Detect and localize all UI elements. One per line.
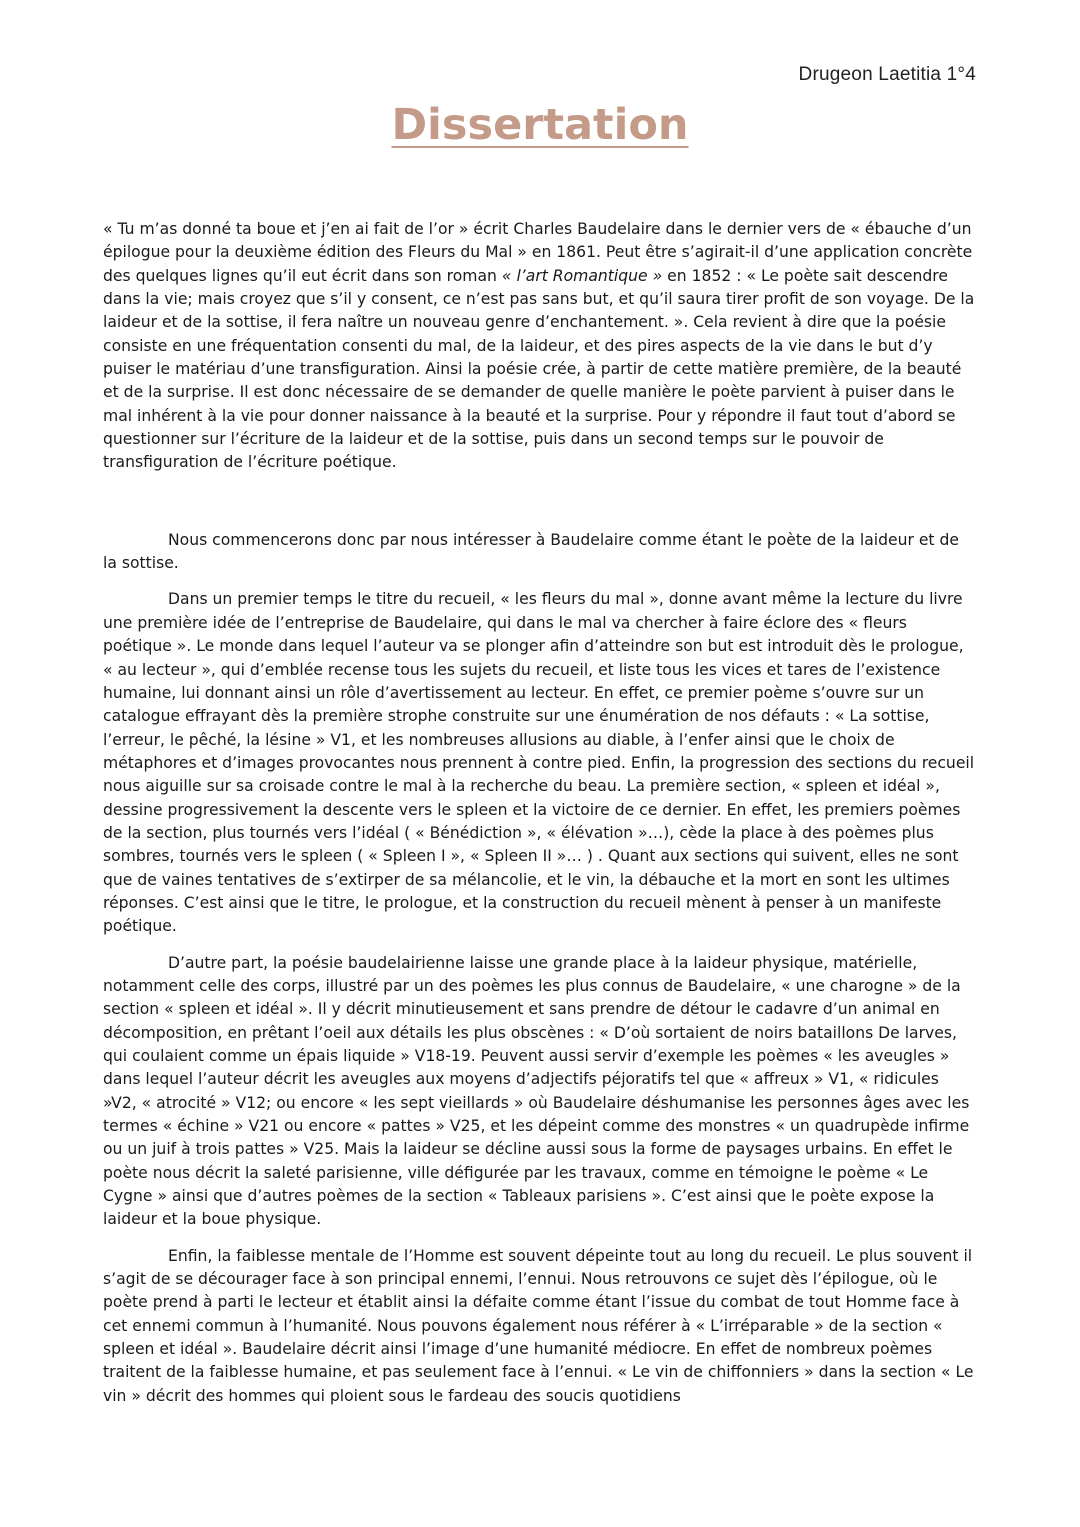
intro-text-start: « Tu m’as donné ta boue et j’en ai fait de l’or » écrit Charles Baudelaire dans le dernier vers de « ébauche d’un épilogue pour la deuxième édition des Fleurs du Mal » en 1861. Peut être s’agirait-il d’une application concrète des quelques lignes qu’il eut écrit dans son roman [103, 220, 973, 285]
essay-body [103, 218, 975, 1408]
paragraph-physical-ugliness: D’autre part, la poésie baudelairienne laisse une grande place à la laideur physique, matérielle, notamment celle des corps, illustré par un des poèmes les plus connus de Baudelaire, « une charogne » de la section « spleen et idéal ». Il y décrit minutieusement et sans prendre de détour le cadavre d’un animal en décomposition, en prêtant l’oeil aux détails les plus obscènes : « D’où sortaient de noirs bataillons De larves, qui coulaient comme un épais liquide » V18-19. Peuvent aussi servir d’exemple les poèmes « les aveugles » dans lequel l’auteur décrit les aveugles aux moyens d’adjectifs péjoratifs tel que « affreux » V1, « ridicules »V2, « atrocité » V12; ou encore « les sept vieillards » où Baudelaire déshumanise les personnes âges avec les termes « échine » V21 ou encore « pattes » V25, et les dépeint comme des monstres « un quadrupède infirme ou un juif à trois pattes » V25. Mais la laideur se décline aussi sous la forme de paysages urbains. En effet le poète nous décrit la saleté parisienne, ville défigurée par les travaux, comme en témoigne le poème « Le Cygne » ainsi que d’autres poèmes de la section « Tableaux parisiens ». C’est ainsi que le poète expose la laideur et la boue physique. [103, 953, 970, 1229]
intro-text-end: en 1852 : « Le poète sait descendre dans la vie; mais croyez que s’il y consent, ce n’est pas sans but, et qu’il saura tirer profit de son voyage. De la laideur et de la sottise, il fera naître un nouveau genre d’enchantement. ». Cela revient à dire que la poésie consiste en une fréquentation consenti du mal, de la laideur, et des pires aspects de la vie dans le but d’y puiser le matériau d’une transfiguration. Ainsi la poésie crée, à partir de cette matière première, de la beauté et de la surprise. Il est donc nécessaire de se demander de quelle manière le poète parvient à puiser dans le mal inhérent à la vie pour donner naissance à la beauté et la surprise. Pour y répondre il faut tout d’abord se questionner sur l’écriture de la laideur et de la sottise, puis dans un second temps sur le pouvoir de transfiguration de l’écriture poétique. [103, 266, 975, 472]
cited-work-title: « l’art Romantique » [501, 266, 663, 285]
paragraph-title-and-structure: Dans un premier temps le titre du recueil, « les fleurs du mal », donne avant même la lecture du livre une première idée de l’entreprise de Baudelaire, qui dans le mal va chercher à faire éclore des « fleurs poétique ». Le monde dans lequel l’auteur va se plonger afin d’atteindre son but est introduit dès le prologue, « au lecteur », qui d’emblée recense tous les sujets du recueil, et liste tous les vices et tares de l’existence humaine, lui donnant ainsi un rôle d’avertissement au lecteur. En effet, ce premier poème s’ouvre sur un catalogue effrayant dès la première strophe construite sur une énumération de nos défauts : « La sottise, l’erreur, le pêché, la lésine » V1, et les nombreuses allusions au diable, à l’enfer ainsi que le choix de métaphores et d’images provocantes nous prennent à contre pied. Enfin, la progression des sections du recueil nous aiguille sur sa croisade contre le mal à la recherche du beau. La première section, « spleen et idéal », dessine progressivement la descente vers le spleen et la victoire de ce dernier. En effet, les premiers poèmes de la section, plus tournés vers l’idéal ( « Bénédiction », « élévation »…), cède la place à des poèmes plus sombres, tournés vers le spleen ( « Spleen I », « Spleen II »… ) . Quant aux sections qui suivent, elles ne sont que de vaines tentatives de s’extirper de sa mélancolie, et le vin, la débauche et la mort en sont les ultimes réponses. C’est ainsi que le titre, le prologue, et la construction du recueil mènent à penser à un manifeste poétique. [103, 590, 975, 936]
author-name: Drugeon Laetitia 1°4 [798, 64, 976, 85]
page-title: Dissertation [391, 100, 689, 150]
paragraph-introduction [103, 218, 975, 475]
paragraph-part-one-announce: Nous commencerons donc par nous intéresser à Baudelaire comme étant le poète de la laideur et de la sottise. [103, 530, 959, 573]
paragraph-mental-weakness: Enfin, la faiblesse mentale de l’Homme est souvent dépeinte tout au long du recueil. Le plus souvent il s’agit de se décourager face à son principal ennemi, l’ennui. Nous retrouvons ce sujet dès l’épilogue, où le poète prend à parti le lecteur et établit ainsi la défaite comme étant l’issue du combat de tout Homme face à cet ennemi commun à l’humanité. Nous pouvons également nous référer à « L’irréparable » de la section « spleen et idéal ». Baudelaire décrit ainsi l’image d’une humanité médiocre. En effet de nombreux poèmes traitent de la faiblesse humaine, et pas seulement face à l’ennui. « Le vin de chiffonniers » dans la section « Le vin » décrit des hommes qui ploient sous le fardeau des soucis quotidiens [103, 1246, 974, 1405]
